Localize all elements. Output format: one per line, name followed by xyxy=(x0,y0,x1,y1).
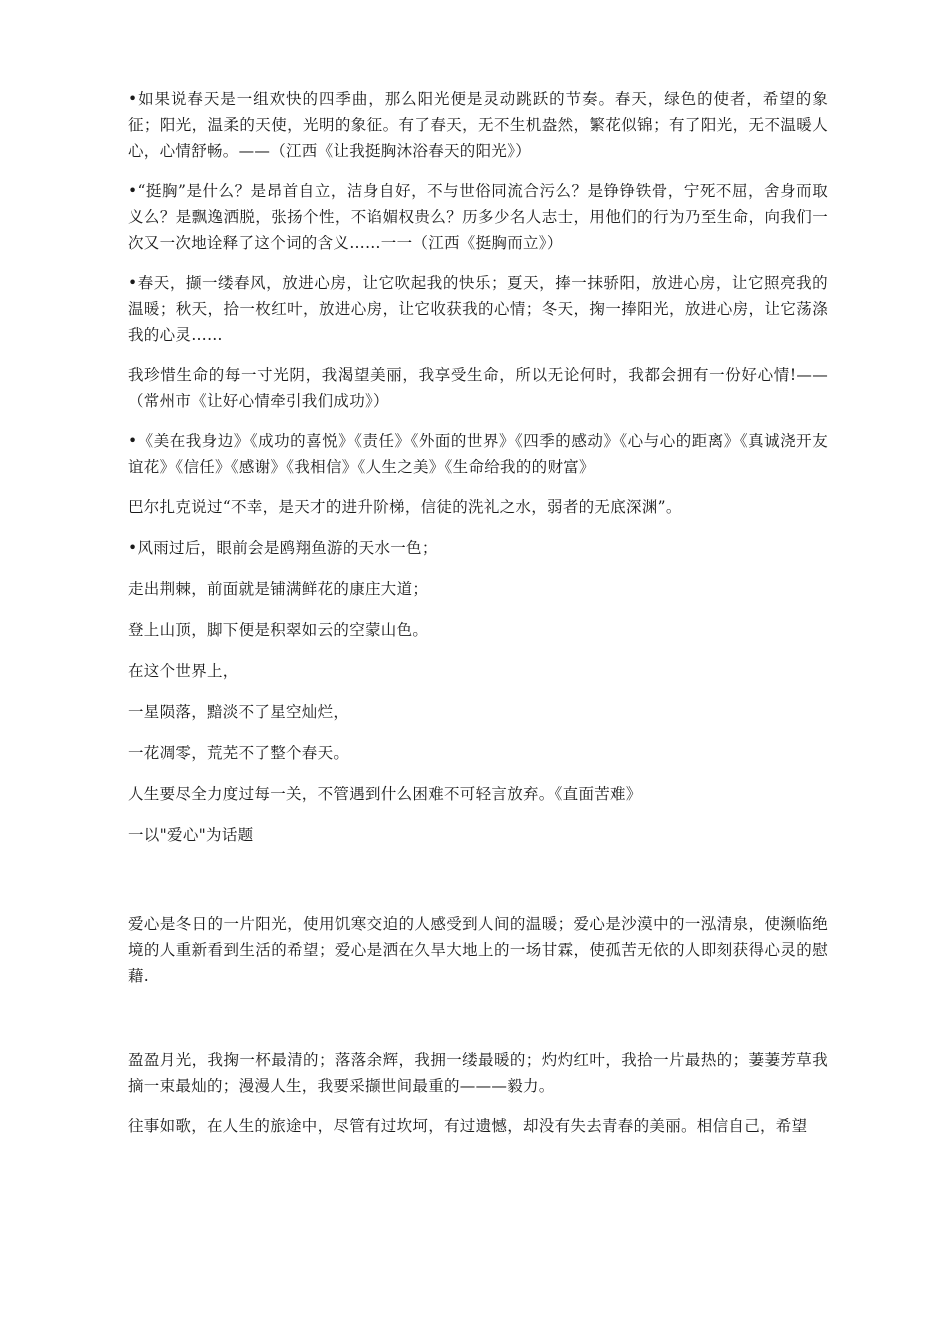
paragraph-face-hardship: 人生要尽全力度过每一关，不管遇到什么困难不可轻言放弃。《直面苦难》 xyxy=(128,785,642,803)
paragraph-mountain-top: 登上山顶，脚下便是积翠如云的空蒙山色。 xyxy=(128,621,429,639)
paragraph-flower-withers: 一花凋零，荒芜不了整个春天。 xyxy=(128,744,350,762)
paragraph-love-sunshine: 爱心是冬日的一片阳光，使用饥寒交迫的人感受到人间的温暖；爱心是沙漠中的一泓清泉，使濒临绝境的人重新看到生活的希望；爱心是洒在久旱大地上的一场甘霖，使孤苦无依的人即刻获得心灵的慰藉. xyxy=(128,915,828,985)
paragraph-star-falls: 一星陨落，黯淡不了星空灿烂， xyxy=(128,703,350,721)
document-page xyxy=(128,86,828,1153)
paragraph-moonlight: 盈盈月光，我掬一杯最清的；落落余辉，我拥一缕最暖的；灼灼红叶，我拾一片最热的；萋萋芳草我摘一束最灿的；漫漫人生，我要采撷世间最重的———毅力。 xyxy=(128,1051,828,1095)
paragraph-cherish-life: 我珍惜生命的每一寸光阴，我渴望美丽，我享受生命，所以无论何时，我都会拥有一份好心情!——（常州市《让好心情牵引我们成功》） xyxy=(128,366,828,410)
paragraph-past-like-song: 往事如歌，在人生的旅途中，尽管有过坎坷，有过遗憾，却没有失去青春的美丽。相信自己，希望 xyxy=(128,1117,808,1135)
paragraph-spring-sunshine: •如果说春天是一组欢快的四季曲，那么阳光便是灵动跳跃的节奏。春天，绿色的使者，希望的象征；阳光，温柔的天使，光明的象征。有了春天，无不生机盎然，繁花似锦；有了阳光，无不温暖人心，心情舒畅。——（江西《让我挺胸沐浴春天的阳光》） xyxy=(128,90,828,160)
paragraph-in-this-world: 在这个世界上， xyxy=(128,662,239,680)
paragraph-topic-love: 一以"爱心"为话题 xyxy=(128,826,254,844)
paragraph-standing-tall: •“挺胸”是什么？是昂首自立，洁身自好，不与世俗同流合污么？是铮铮铁骨，宁死不屈，舍身而取义么？是飘逸洒脱，张扬个性，不谄媚权贵么？历多少名人志士，用他们的行为乃至生命，向我们一次又一次地诠释了这个词的含义……一一（江西《挺胸而立》） xyxy=(128,182,828,252)
paragraph-through-thorns: 走出荆棘，前面就是铺满鲜花的康庄大道； xyxy=(128,580,429,598)
paragraph-after-storm: •风雨过后，眼前会是鸥翔鱼游的天水一色； xyxy=(128,539,438,557)
paragraph-title-list: •《美在我身边》《成功的喜悦》《责任》《外面的世界》《四季的感动》《心与心的距离》《真诚浇开友谊花》《信任》《感谢》《我相信》《人生之美》《生命给我的的财富》 xyxy=(128,432,828,476)
blank-line xyxy=(128,863,828,911)
paragraph-balzac-quote: 巴尔扎克说过“不幸，是天才的进升阶梯，信徒的洗礼之水，弱者的无底深渊”。 xyxy=(128,498,682,516)
paragraph-four-seasons: •春天，撷一缕春风，放进心房，让它吹起我的快乐；夏天，捧一抹骄阳，放进心房，让它照亮我的温暖；秋天，拾一枚红叶，放进心房，让它收获我的心情；冬天，掬一捧阳光，放进心房，让它荡涤我的心灵…… xyxy=(128,274,828,344)
blank-line xyxy=(128,1003,828,1047)
